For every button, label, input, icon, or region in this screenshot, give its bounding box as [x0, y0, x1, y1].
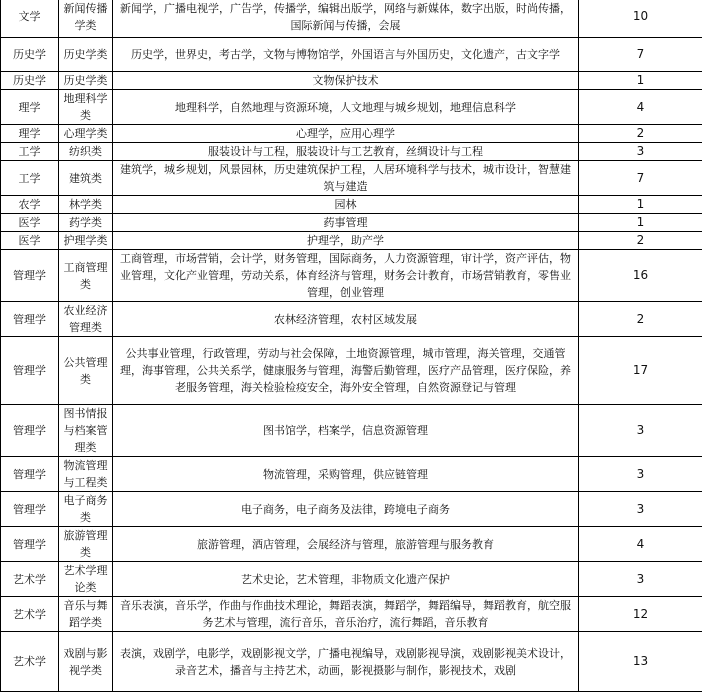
category-cell: 工学 [1, 161, 59, 196]
count-cell: 3 [579, 143, 702, 161]
majors-cell: 旅游管理，酒店管理，会展经济与管理，旅游管理与服务教育 [113, 527, 579, 562]
count-cell: 1 [579, 72, 702, 90]
category-cell: 管理学 [1, 250, 59, 302]
category-cell: 农学 [1, 196, 59, 214]
subject-cell: 新闻传播学类 [59, 0, 113, 38]
count-cell: 12 [579, 597, 702, 632]
majors-cell: 护理学，助产学 [113, 232, 579, 250]
category-cell: 管理学 [1, 527, 59, 562]
count-cell: 17 [579, 337, 702, 405]
table-row [1, 90, 702, 125]
count-cell: 7 [579, 38, 702, 72]
table-row [1, 632, 702, 692]
subject-cell: 工商管理类 [59, 250, 113, 302]
count-cell: 1 [579, 214, 702, 232]
subject-cell: 历史学类 [59, 38, 113, 72]
table-row [1, 38, 702, 72]
subject-cell: 公共管理类 [59, 337, 113, 405]
count-cell: 3 [579, 457, 702, 492]
category-cell: 管理学 [1, 457, 59, 492]
count-cell: 3 [579, 405, 702, 457]
category-cell: 文学 [1, 0, 59, 38]
subject-cell: 林学类 [59, 196, 113, 214]
majors-cell: 历史学，世界史，考古学，文物与博物馆学，外国语言与外国历史，文化遗产，古文字学 [113, 38, 579, 72]
majors-cell: 药事管理 [113, 214, 579, 232]
category-cell: 管理学 [1, 302, 59, 337]
table-row [1, 562, 702, 597]
count-cell: 1 [579, 196, 702, 214]
majors-cell: 工商管理，市场营销，会计学，财务管理，国际商务，人力资源管理，审计学，资产评估，物业管理，文化产业管理，劳动关系，体育经济与管理，财务会计教育，市场营销教育，零售业管理，创业管理 [113, 250, 579, 302]
subject-cell: 心理学类 [59, 125, 113, 143]
subject-cell: 护理学类 [59, 232, 113, 250]
count-cell: 7 [579, 161, 702, 196]
subject-cell: 图书情报与档案管理类 [59, 405, 113, 457]
subject-cell: 艺术学理论类 [59, 562, 113, 597]
category-cell: 管理学 [1, 492, 59, 527]
table-row [1, 232, 702, 250]
category-cell: 理学 [1, 90, 59, 125]
table-row [1, 527, 702, 562]
majors-cell: 文物保护技术 [113, 72, 579, 90]
category-cell: 医学 [1, 214, 59, 232]
subject-cell: 历史学类 [59, 72, 113, 90]
majors-cell: 地理科学，自然地理与资源环境，人文地理与城乡规划，地理信息科学 [113, 90, 579, 125]
table-row [1, 492, 702, 527]
count-cell: 13 [579, 632, 702, 692]
count-cell: 10 [579, 0, 702, 38]
category-cell: 工学 [1, 143, 59, 161]
subject-cell: 物流管理与工程类 [59, 457, 113, 492]
subject-cell: 旅游管理类 [59, 527, 113, 562]
category-cell: 医学 [1, 232, 59, 250]
table-row [1, 0, 702, 38]
table-row [1, 250, 702, 302]
table-row [1, 125, 702, 143]
category-cell: 艺术学 [1, 562, 59, 597]
count-cell: 2 [579, 125, 702, 143]
table-row [1, 457, 702, 492]
category-cell: 管理学 [1, 405, 59, 457]
table-row [1, 196, 702, 214]
majors-cell: 服装设计与工程，服装设计与工艺教育，丝绸设计与工程 [113, 143, 579, 161]
category-cell: 历史学 [1, 38, 59, 72]
majors-cell: 园林 [113, 196, 579, 214]
majors-cell: 艺术史论，艺术管理，非物质文化遗产保护 [113, 562, 579, 597]
table-row [1, 337, 702, 405]
majors-cell: 心理学，应用心理学 [113, 125, 579, 143]
count-cell: 16 [579, 250, 702, 302]
majors-cell: 表演，戏剧学，电影学，戏剧影视文学，广播电视编导，戏剧影视导演，戏剧影视美术设计，录音艺术，播音与主持艺术，动画，影视摄影与制作，影视技术，戏剧 [113, 632, 579, 692]
majors-cell: 新闻学，广播电视学，广告学，传播学，编辑出版学，网络与新媒体，数字出版，时尚传播，国际新闻与传播，会展 [113, 0, 579, 38]
count-cell: 4 [579, 527, 702, 562]
subject-cell: 地理科学类 [59, 90, 113, 125]
subject-cell: 音乐与舞蹈学类 [59, 597, 113, 632]
table-row [1, 161, 702, 196]
table-row [1, 597, 702, 632]
category-cell: 理学 [1, 125, 59, 143]
majors-cell: 物流管理，采购管理，供应链管理 [113, 457, 579, 492]
majors-cell: 电子商务，电子商务及法律，跨境电子商务 [113, 492, 579, 527]
table-row [1, 405, 702, 457]
count-cell: 3 [579, 562, 702, 597]
subject-cell: 药学类 [59, 214, 113, 232]
table-row [1, 72, 702, 90]
category-cell: 管理学 [1, 337, 59, 405]
subject-cell: 电子商务类 [59, 492, 113, 527]
table-row [1, 214, 702, 232]
majors-cell: 建筑学，城乡规划，风景园林，历史建筑保护工程，人居环境科学与技术，城市设计，智慧建筑与建造 [113, 161, 579, 196]
majors-cell: 音乐表演，音乐学，作曲与作曲技术理论，舞蹈表演，舞蹈学，舞蹈编导，舞蹈教育，航空服务艺术与管理，流行音乐，音乐治疗，流行舞蹈，音乐教育 [113, 597, 579, 632]
subject-cell: 戏剧与影视学类 [59, 632, 113, 692]
count-cell: 2 [579, 232, 702, 250]
majors-cell: 公共事业管理，行政管理，劳动与社会保障，土地资源管理，城市管理，海关管理，交通管理，海事管理，公共关系学，健康服务与管理，海警后勤管理，医疗产品管理，医疗保险，养老服务管理，海关检验检疫安全，海外安全管理，自然资源登记与管理 [113, 337, 579, 405]
category-cell: 艺术学 [1, 632, 59, 692]
majors-cell: 图书馆学，档案学，信息资源管理 [113, 405, 579, 457]
subject-cell: 建筑类 [59, 161, 113, 196]
category-cell: 艺术学 [1, 597, 59, 632]
count-cell: 2 [579, 302, 702, 337]
table-row [1, 302, 702, 337]
table-row [1, 143, 702, 161]
category-cell: 历史学 [1, 72, 59, 90]
subject-cell: 纺织类 [59, 143, 113, 161]
count-cell: 4 [579, 90, 702, 125]
majors-cell: 农林经济管理，农村区域发展 [113, 302, 579, 337]
count-cell: 3 [579, 492, 702, 527]
subject-cell: 农业经济管理类 [59, 302, 113, 337]
